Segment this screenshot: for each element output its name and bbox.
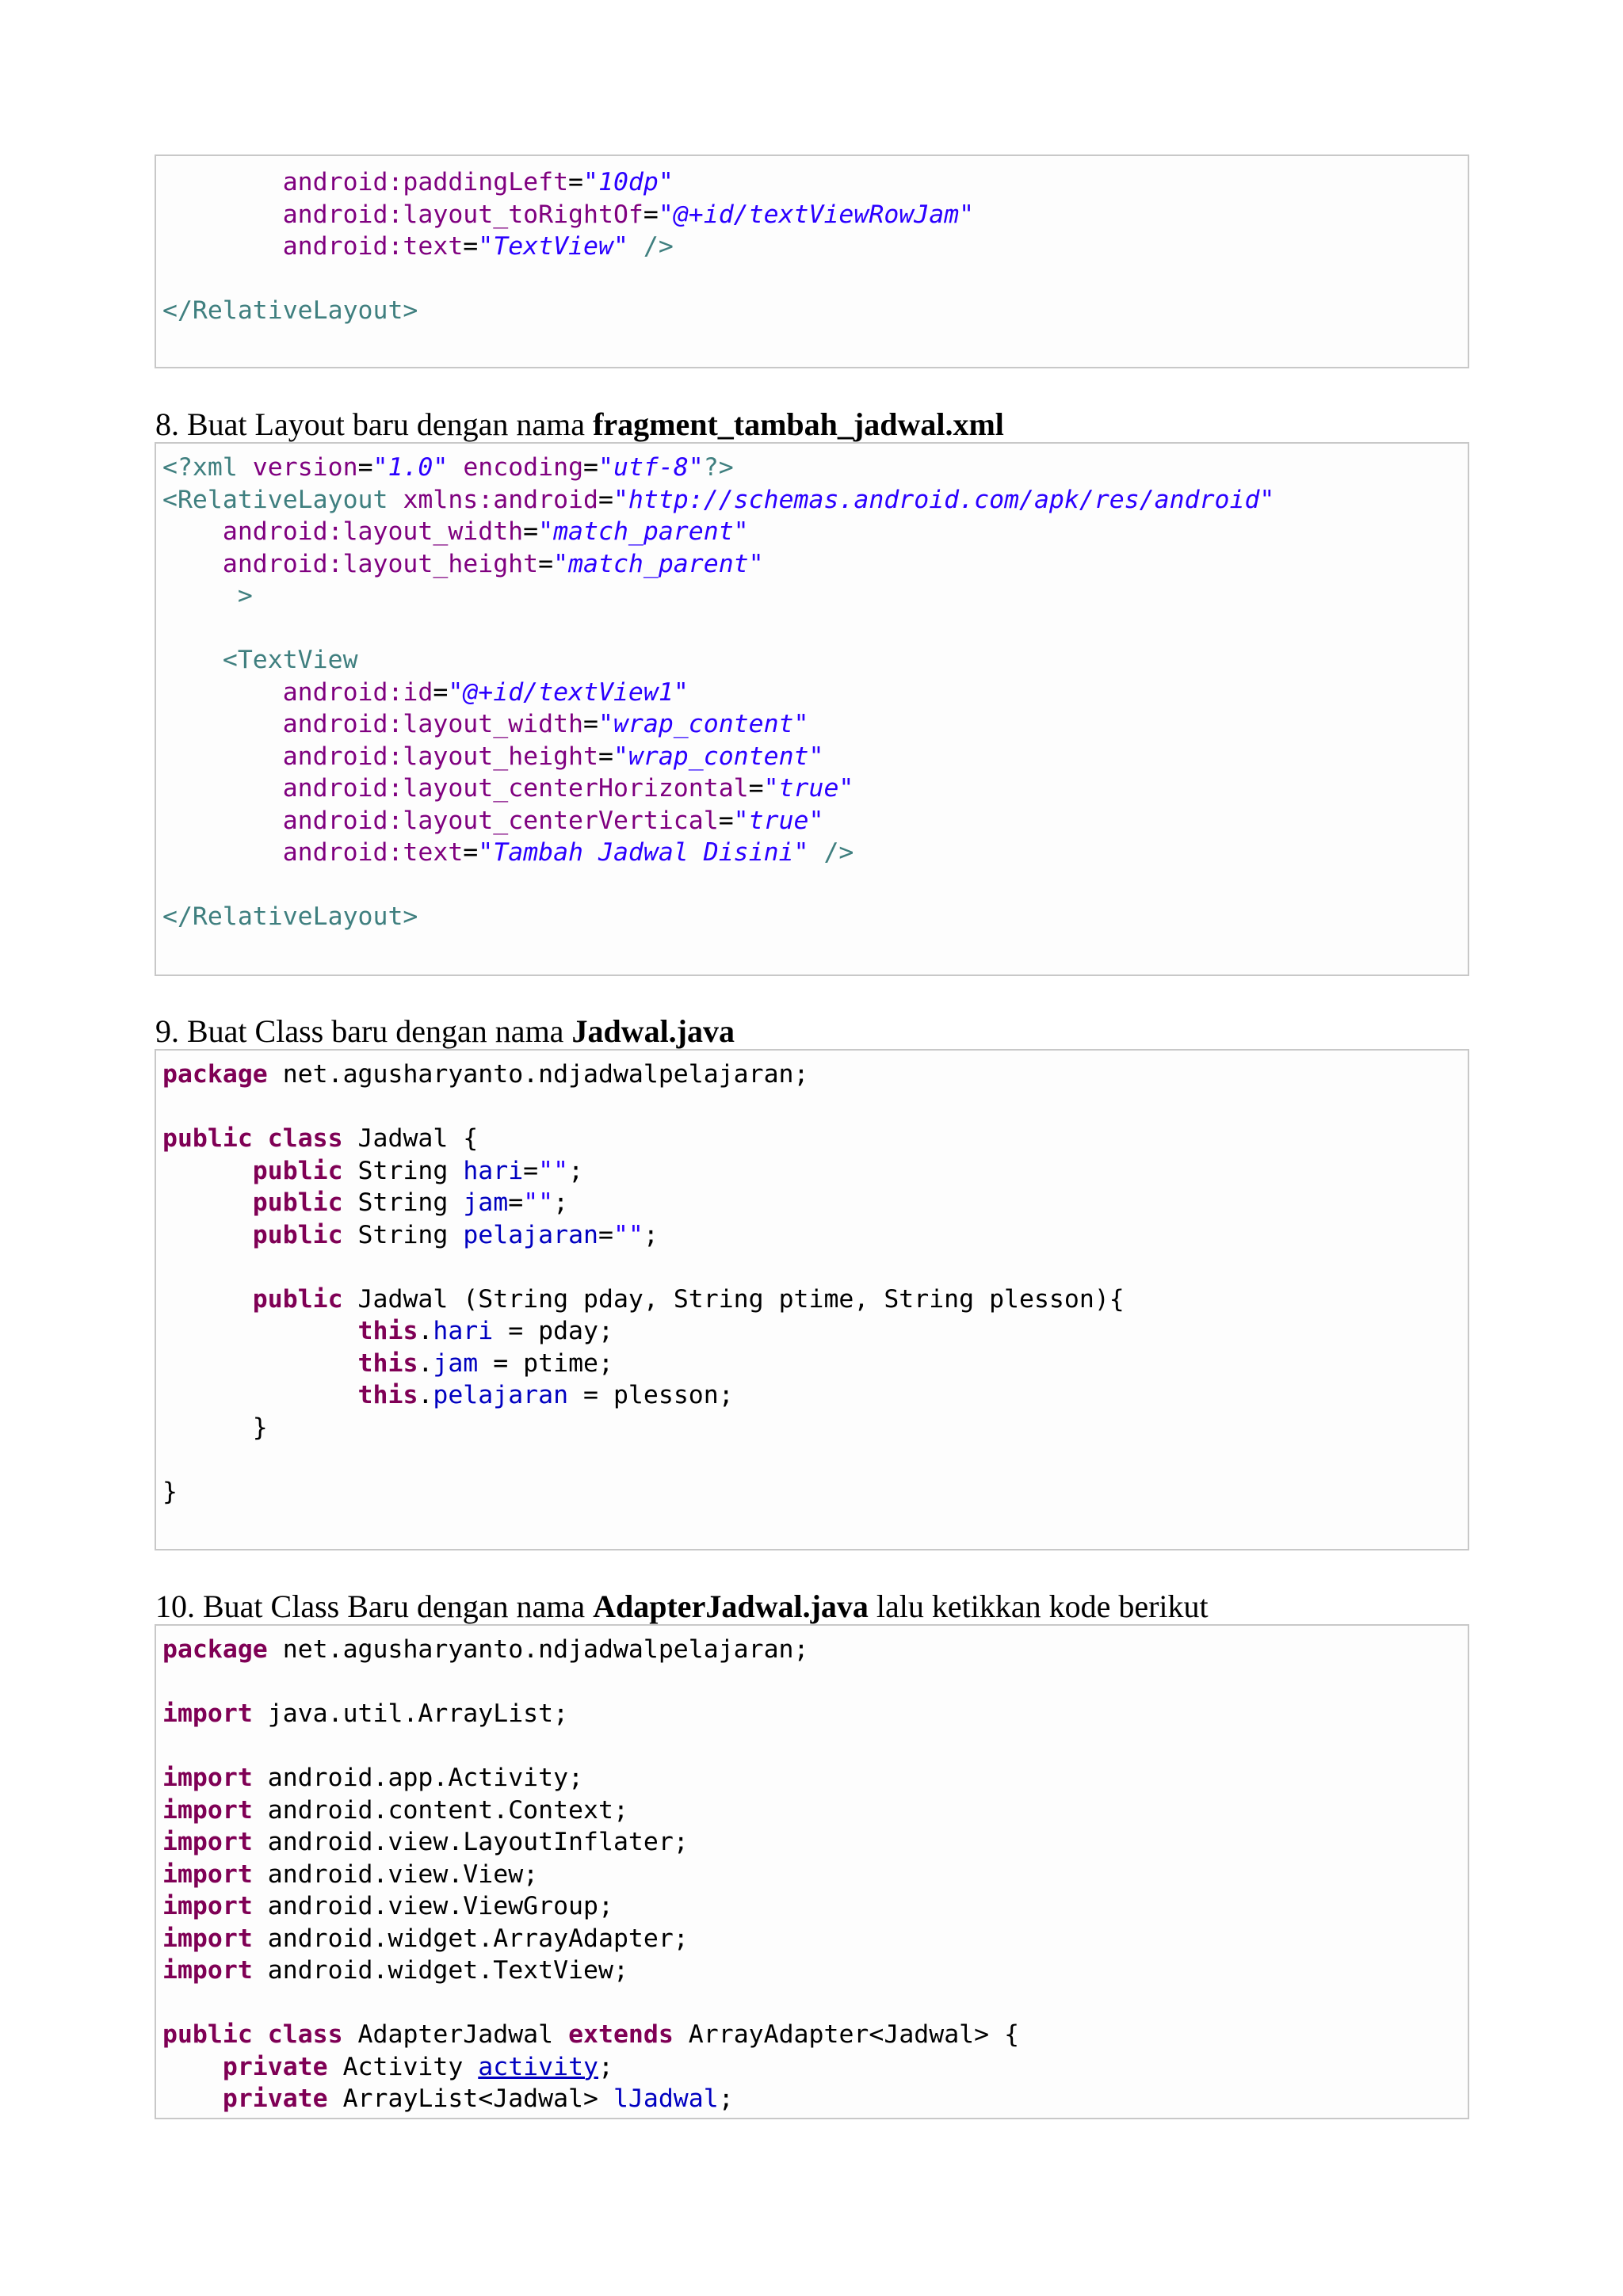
- step-8-filename: fragment_tambah_jadwal.xml: [593, 406, 1004, 442]
- code-token: this: [357, 1381, 418, 1409]
- code-token: Activity: [327, 2052, 479, 2081]
- code-token: />: [628, 232, 674, 261]
- code-token: "Tambah Jadwal Disini": [478, 838, 809, 867]
- code-token: [162, 774, 283, 803]
- code-token: pelajaran: [433, 1381, 569, 1409]
- code-token: String: [342, 1188, 464, 1217]
- code-line: [162, 1890, 1468, 1923]
- code-line: [162, 1508, 1468, 1540]
- code-token: import: [162, 1699, 253, 1728]
- code-token: "utf-8": [598, 453, 704, 482]
- code-lines: [162, 1634, 1468, 2115]
- code-line: [162, 869, 1468, 902]
- code-token: import: [162, 1956, 253, 1985]
- code-token: ArrayAdapter<Jadwal> {: [673, 2020, 1020, 2049]
- code-token: import: [162, 1892, 253, 1920]
- code-token: package: [162, 1060, 268, 1089]
- code-token: [448, 453, 463, 482]
- code-token: ;: [718, 2084, 734, 2113]
- code-token: .: [418, 1348, 433, 1378]
- code-token: lJadwal: [613, 2084, 719, 2113]
- code-token: import: [162, 1924, 253, 1953]
- code-token: =: [508, 1188, 524, 1217]
- code-token: />: [808, 838, 854, 867]
- code-token: android.widget.ArrayAdapter;: [252, 1924, 689, 1953]
- code-token: "@+id/textView1": [448, 677, 689, 707]
- code-line: [162, 1666, 1468, 1699]
- code-token: .: [418, 1317, 433, 1345]
- code-token: [162, 1413, 253, 1442]
- code-token: String: [342, 1220, 464, 1249]
- code-token: "TextView": [478, 232, 628, 261]
- code-block-jadwal-java: [155, 1049, 1469, 1550]
- code-token: android:text: [282, 838, 464, 867]
- code-token: [162, 1285, 253, 1314]
- code-token: java.util.ArrayList;: [252, 1699, 569, 1728]
- code-line: [162, 1219, 1468, 1252]
- code-line: [162, 1730, 1468, 1763]
- code-token: =: [463, 232, 479, 261]
- code-token: =: [598, 742, 613, 771]
- code-token: extends: [568, 2020, 674, 2049]
- code-token: android:layout_centerVertical: [282, 806, 719, 835]
- code-token: import: [162, 1764, 253, 1792]
- code-token: "match_parent": [553, 549, 764, 578]
- code-token: android:layout_height: [282, 742, 598, 771]
- code-line: [162, 1794, 1468, 1827]
- code-token: "match_parent": [538, 517, 749, 546]
- code-line: [162, 708, 1468, 741]
- code-token: AdapterJadwal: [342, 2020, 569, 2049]
- code-token: .: [418, 1381, 433, 1409]
- code-token: [162, 200, 283, 229]
- code-line: [162, 1155, 1468, 1188]
- code-token: [162, 1188, 253, 1217]
- code-token: activity: [478, 2052, 598, 2081]
- code-token: "10dp": [583, 168, 674, 196]
- code-token: private: [222, 2084, 328, 2113]
- code-token: <RelativeLayout: [162, 485, 403, 514]
- code-line: [162, 933, 1468, 966]
- code-lines: [162, 452, 1468, 965]
- code-token: "wrap_content": [598, 710, 809, 738]
- code-token: ;: [643, 1220, 659, 1249]
- code-line: [162, 901, 1468, 933]
- code-token: Jadwal (String pday, String ptime, String plesson){: [342, 1284, 1125, 1314]
- code-token: android:id: [282, 677, 433, 707]
- code-lines: [162, 166, 1468, 359]
- code-token: android:text: [282, 232, 464, 261]
- code-token: [162, 517, 223, 546]
- code-token: android.view.LayoutInflater;: [252, 1828, 689, 1856]
- code-token: =: [583, 710, 598, 738]
- code-token: "": [523, 1188, 554, 1217]
- code-token: hari: [433, 1317, 494, 1345]
- code-line: [162, 1762, 1468, 1794]
- code-token: "": [538, 1156, 569, 1185]
- code-token: String: [342, 1156, 464, 1185]
- code-token: "true": [733, 806, 824, 835]
- code-token: "@+id/textViewRowJam": [658, 200, 975, 229]
- code-token: [162, 646, 223, 674]
- code-token: android.app.Activity;: [252, 1764, 584, 1792]
- code-line: [162, 516, 1468, 548]
- code-line: [162, 644, 1468, 677]
- code-line: [162, 1412, 1468, 1444]
- code-token: jam: [463, 1188, 509, 1217]
- code-token: android.view.View;: [252, 1859, 539, 1889]
- code-token: public: [252, 1220, 343, 1249]
- code-token: public: [162, 2020, 253, 2049]
- code-token: [162, 1157, 253, 1185]
- code-line: [162, 1315, 1468, 1348]
- code-token: = ptime;: [478, 1348, 613, 1378]
- code-token: =: [538, 549, 554, 578]
- code-token: version: [252, 453, 358, 482]
- code-line: [162, 548, 1468, 581]
- code-line: [162, 580, 1468, 612]
- step-10-filename: AdapterJadwal.java: [593, 1589, 869, 1624]
- code-token: import: [162, 1795, 253, 1825]
- code-line: [162, 1826, 1468, 1859]
- code-token: }: [162, 1477, 178, 1506]
- code-token: =: [463, 838, 479, 867]
- code-line: [162, 2051, 1468, 2084]
- code-token: [162, 838, 283, 867]
- code-token: =: [718, 806, 734, 835]
- code-line: [162, 327, 1468, 360]
- code-token: </RelativeLayout>: [162, 296, 418, 325]
- code-token: = pday;: [493, 1317, 613, 1345]
- code-token: android:layout_width: [222, 517, 524, 546]
- code-token: xmlns:android: [403, 485, 598, 514]
- code-token: android.widget.TextView;: [252, 1956, 628, 1985]
- code-token: android:layout_toRightOf: [282, 200, 643, 229]
- code-token: class: [267, 1124, 343, 1153]
- code-line: [162, 1379, 1468, 1412]
- code-token: ?>: [703, 453, 734, 482]
- code-token: android:layout_width: [282, 710, 584, 738]
- code-token: ;: [553, 1188, 569, 1217]
- code-token: [162, 1317, 358, 1345]
- code-token: package: [162, 1635, 268, 1664]
- code-token: [162, 1381, 358, 1409]
- code-block-fragment-tambah-jadwal: [155, 442, 1469, 976]
- code-line: [162, 1987, 1468, 2019]
- code-token: net.agusharyanto.ndjadwalpelajaran;: [267, 1635, 809, 1664]
- code-token: encoding: [463, 453, 584, 482]
- code-token: "http://schemas.android.com/apk/res/android": [613, 485, 1275, 514]
- code-token: =: [748, 774, 764, 803]
- code-token: [162, 168, 283, 196]
- code-token: public: [252, 1156, 343, 1185]
- code-token: public: [162, 1124, 253, 1153]
- code-line: [162, 1123, 1468, 1155]
- code-line: [162, 1251, 1468, 1283]
- code-line: [162, 1091, 1468, 1123]
- code-line: [162, 1476, 1468, 1508]
- code-token: Jadwal {: [342, 1124, 479, 1153]
- code-token: "wrap_content": [613, 742, 824, 771]
- code-token: net.agusharyanto.ndjadwalpelajaran;: [267, 1060, 809, 1089]
- code-token: =: [598, 485, 613, 514]
- code-line: [162, 1348, 1468, 1380]
- code-token: "true": [763, 774, 854, 803]
- code-token: import: [162, 1859, 253, 1889]
- code-token: "": [613, 1220, 643, 1249]
- code-token: this: [357, 1317, 418, 1345]
- code-token: public: [252, 1188, 343, 1217]
- code-token: jam: [433, 1348, 479, 1378]
- code-line: [162, 484, 1468, 517]
- code-token: =: [643, 200, 659, 229]
- code-token: android.view.ViewGroup;: [252, 1892, 613, 1920]
- code-token: android.content.Context;: [252, 1795, 628, 1825]
- code-token: =: [523, 517, 539, 546]
- code-line: [162, 1859, 1468, 1891]
- code-line: [162, 1955, 1468, 1987]
- code-line: [162, 1444, 1468, 1476]
- code-line: [162, 772, 1468, 805]
- code-line: [162, 1923, 1468, 1955]
- code-token: =: [583, 453, 599, 482]
- code-line: [162, 741, 1468, 773]
- code-token: [253, 2020, 268, 2049]
- code-token: [162, 678, 283, 707]
- code-line: [162, 231, 1468, 263]
- code-token: [253, 1124, 268, 1153]
- code-token: hari: [463, 1156, 524, 1185]
- code-line: [162, 263, 1468, 296]
- code-token: <TextView: [222, 646, 358, 674]
- code-token: </RelativeLayout>: [162, 902, 418, 931]
- code-token: >: [237, 582, 253, 610]
- code-line: [162, 1698, 1468, 1730]
- code-token: [162, 2084, 223, 2113]
- code-line: [162, 1283, 1468, 1316]
- code-token: ;: [568, 1156, 584, 1185]
- code-line: [162, 612, 1468, 645]
- code-token: =: [357, 453, 373, 482]
- code-line: [162, 199, 1468, 231]
- code-token: import: [162, 1828, 253, 1856]
- code-token: =: [568, 168, 584, 196]
- code-token: [162, 1221, 253, 1249]
- code-lines: [162, 1058, 1468, 1540]
- code-line: [162, 805, 1468, 837]
- code-token: ;: [598, 2052, 613, 2081]
- code-token: android:paddingLeft: [282, 168, 569, 196]
- code-line: [162, 677, 1468, 709]
- code-token: class: [267, 2020, 343, 2049]
- step-10-heading: 10. Buat Class Baru dengan nama AdapterJadwal.java lalu ketikkan kode berikut: [155, 1589, 1209, 1624]
- code-block-row-layout-end: [155, 154, 1469, 368]
- code-token: [162, 742, 283, 771]
- step-9-filename: Jadwal.java: [571, 1013, 735, 1049]
- code-token: android:layout_height: [222, 549, 539, 578]
- code-line: [162, 1634, 1468, 1666]
- code-token: =: [523, 1156, 539, 1185]
- code-token: public: [252, 1284, 343, 1314]
- code-token: android:layout_centerHorizontal: [282, 774, 749, 803]
- code-block-adapter-jadwal-java: [155, 1624, 1469, 2119]
- code-token: [162, 582, 238, 610]
- code-token: = plesson;: [568, 1381, 734, 1409]
- code-line: [162, 2083, 1468, 2115]
- code-token: ArrayList<Jadwal>: [327, 2084, 613, 2113]
- code-token: }: [252, 1413, 268, 1442]
- code-token: this: [357, 1348, 418, 1378]
- code-token: =: [433, 677, 449, 707]
- code-line: [162, 837, 1468, 869]
- code-token: [162, 232, 283, 261]
- step-8-heading: 8. Buat Layout baru dengan nama fragment_tambah_jadwal.xml: [155, 406, 1004, 442]
- code-token: [162, 807, 283, 835]
- code-token: [162, 2053, 223, 2081]
- code-token: [162, 710, 283, 738]
- code-line: [162, 295, 1468, 327]
- code-line: [162, 2019, 1468, 2051]
- code-token: [162, 1349, 358, 1378]
- step-9-heading: 9. Buat Class baru dengan nama Jadwal.java: [155, 1013, 735, 1049]
- code-line: [162, 452, 1468, 484]
- code-line: [162, 1187, 1468, 1219]
- code-token: [162, 550, 223, 578]
- code-token: pelajaran: [463, 1220, 598, 1249]
- code-token: "1.0": [372, 453, 449, 482]
- code-token: <?xml: [162, 453, 253, 482]
- code-token: private: [222, 2052, 328, 2081]
- code-line: [162, 166, 1468, 199]
- code-token: =: [598, 1220, 613, 1249]
- code-line: [162, 1058, 1468, 1091]
